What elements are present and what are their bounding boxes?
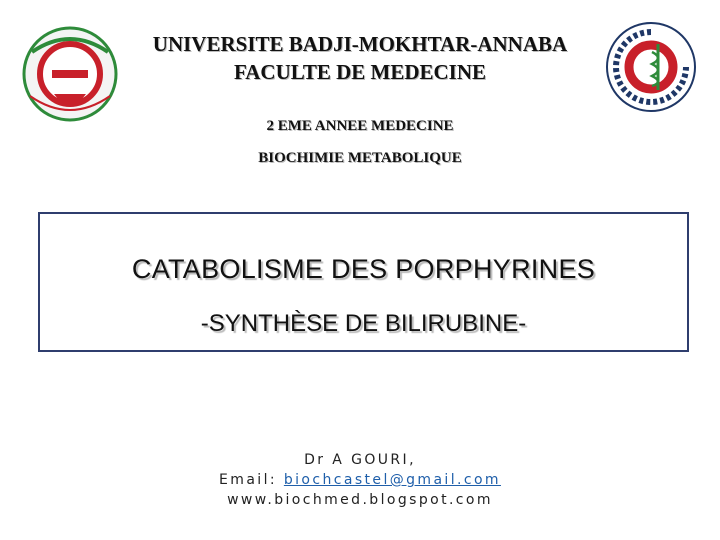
website-link[interactable]: www.biochmed.blogspot.com <box>227 492 493 508</box>
university-logo <box>14 24 126 124</box>
caduceus-emblem-icon <box>598 20 704 114</box>
faculty-name: FACULTE DE MEDECINE <box>233 60 487 84</box>
email-line <box>180 470 540 490</box>
email-link[interactable]: biochcastel@gmail.com <box>283 472 501 488</box>
university-emblem-icon <box>14 24 126 124</box>
email-label: Email: <box>219 472 277 488</box>
faculty-logo <box>598 20 704 114</box>
title-box <box>38 212 689 352</box>
author-block <box>180 450 540 510</box>
university-header <box>130 30 590 86</box>
slide-title: CATABOLISME DES PORPHYRINES <box>131 254 596 284</box>
subject-label: BIOCHIMIE METABOLIQUE <box>258 150 462 166</box>
slide-subtitle: -SYNTHÈSE DE BILIRUBINE- <box>200 310 527 337</box>
year-label: 2 EME ANNEE MEDECINE <box>266 118 454 134</box>
author-name: Dr A GOURI, <box>304 452 416 468</box>
university-name: UNIVERSITE BADJI-MOKHTAR-ANNABA <box>152 32 568 56</box>
